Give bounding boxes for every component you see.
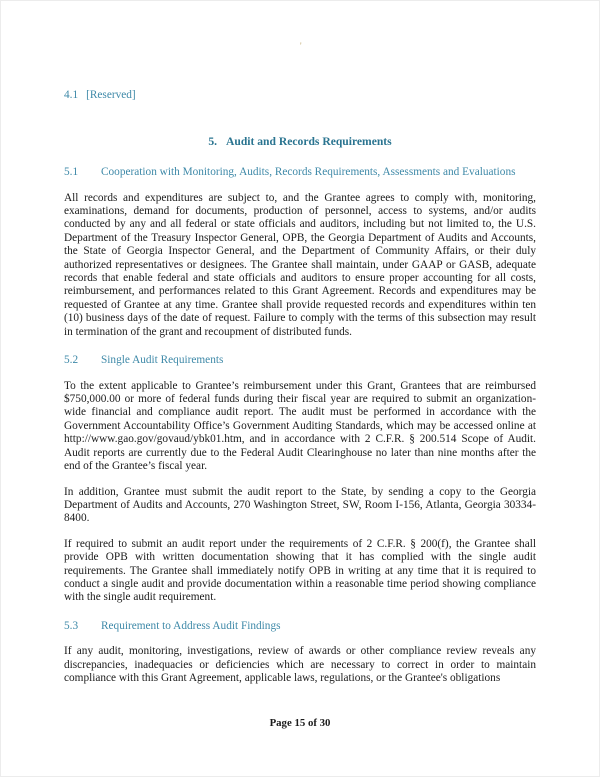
- main-heading-number: 5.: [208, 135, 218, 149]
- section-title: [Reserved]: [86, 89, 136, 101]
- subheading-5-3: [64, 620, 536, 634]
- subheading-title: Requirement to Address Audit Findings: [101, 619, 281, 632]
- page-footer: Page 15 of 30: [269, 717, 331, 729]
- main-heading: [64, 135, 536, 149]
- paragraph-5-2-body-3: If required to submit an audit report under the requirements of 2 C.F.R. § 200(f), the Grantee shall provide OPB with written documentation showing that it has complied with the single audit requirements. The Grantee shall immediately notify OPB in writing at any time that it is required to conduct a single audit and provide documentation within a reasonable time period showing compliance with the single audit requirement.: [64, 537, 536, 604]
- scan-artifact: ': [300, 41, 302, 51]
- section-4-1-reserved: [64, 89, 536, 102]
- main-heading-title: Audit and Records Requirements: [226, 135, 392, 149]
- subheading-number: 5.2: [64, 354, 79, 367]
- subheading-title: Cooperation with Monitoring, Audits, Records Requirements, Assessments and Evaluations: [101, 166, 516, 178]
- paragraph-5-1-body: All records and expenditures are subject to, and the Grantee agrees to comply with, monitoring, examinations, demand for documents, production of personnel, access to systems, and/or audits conducted by any and all federal or state officials and auditors, including but not limited to, the U.S. Department of the Treasury Inspector General, OPB, the Georgia Department of Audits and Accounts, the State of Georgia Inspector General, and the Department of Community Affairs, or their duly authorized representatives or designees. The Grantee shall maintain, under GAAP or GASB, adequate records that enable federal and state officials and auditors to ensure proper accounting for all costs, reimbursement, and performances related to this Grant Agreement. Records and expenditures may be requested of Grantee at any time. Grantee shall provide requested records and expenditures within ten (10) business days of the date of request. Failure to comply with the terms of this subsection may result in termination of the grant and recoupment of distributed funds.: [64, 191, 536, 338]
- paragraph-5-3-body: If any audit, monitoring, investigations, review of awards or other compliance review reveals any discrepancies, inadequacies or deficiencies which are necessary to correct in order to maintain compliance with this Grant Agreement, applicable laws, regulations, or the Grantee's obligations: [64, 645, 536, 685]
- subheading-number: 5.1: [64, 166, 79, 178]
- subheading-5-1: [64, 166, 536, 180]
- subheading-5-2: [64, 354, 536, 368]
- paragraph-5-2-body-2: In addition, Grantee must submit the audit report to the State, by sending a copy to the Georgia Department of Audits and Accounts, 270 Washington Street, SW, Room I-156, Atlanta, Georgia 30334-8400.: [64, 485, 536, 525]
- subheading-number: 5.3: [64, 619, 79, 632]
- section-number: 4.1: [64, 89, 79, 101]
- subheading-title: Single Audit Requirements: [101, 354, 224, 367]
- paragraph-5-2-body-1: To the extent applicable to Grantee’s reimbursement under this Grant, Grantees that are reimbursed $750,000.00 or more of federal funds during their fiscal year are required to submit an organization-wide financial and compliance audit report. The audit must be performed in accordance with the Government Accountability Office’s Government Auditing Standards, which may be accessed online at http://www.gao.gov/govaud/ybk01.htm, and in accordance with 2 C.F.R. § 200.514 Scope of Audit. Audit reports are currently due to the Federal Audit Clearinghouse no later than nine months after the end of the Grantee’s fiscal year.: [64, 379, 536, 473]
